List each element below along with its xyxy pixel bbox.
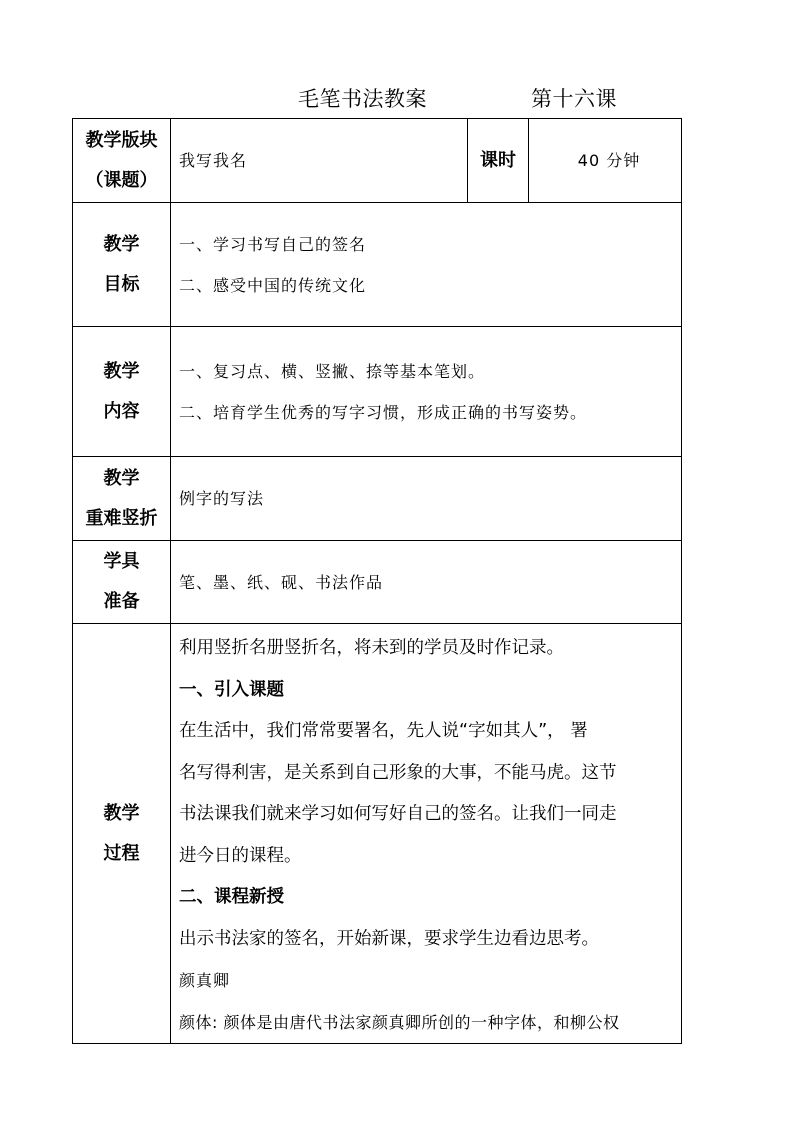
topic-label: 教学版块 （课题） — [73, 119, 171, 203]
lesson-number: 第十六课 — [531, 87, 617, 111]
goal-item: 一、学习书写自己的签名 — [179, 234, 367, 254]
page-header — [0, 84, 794, 114]
process-line: 颜体: 颜体是由唐代书法家颜真卿所创的一种字体，和柳公权 — [179, 1012, 620, 1032]
calligrapher-name: 颜真卿 — [179, 971, 231, 990]
topic-value: 我写我名 — [171, 119, 468, 203]
document-title: 毛笔书法教案 — [298, 87, 427, 111]
process-line: 书法课我们就来学习如何写好自己的签名。让我们一同走 — [179, 804, 617, 824]
materials-label: 学具 准备 — [73, 541, 171, 624]
process-heading: 一、引入课题 — [179, 679, 284, 700]
goals-label: 教学 目标 — [73, 203, 171, 327]
duration-value: 40 分钟 — [529, 119, 682, 203]
process-row — [73, 624, 682, 1044]
process-heading: 二、课程新授 — [179, 887, 284, 907]
process-line: 在生活中，我们常常要署名，先人说“字如其人”， 署 — [179, 721, 588, 741]
goals-row — [73, 203, 682, 327]
process-line: 名写得利害，是关系到自己形象的大事，不能马虎。这节 — [179, 762, 617, 783]
topic-row — [73, 119, 682, 203]
process-line: 利用竖折名册竖折名，将未到的学员及时作记录。 — [179, 638, 564, 658]
key-points-row — [73, 457, 682, 541]
content-item: 一、复习点、横、竖撇、捺等基本笔划。 — [179, 361, 486, 381]
process-content — [171, 624, 682, 1044]
key-points-label: 教学 重难竖折 — [73, 457, 171, 541]
content-label: 教学 内容 — [73, 327, 171, 457]
process-label: 教学 过程 — [73, 624, 171, 1044]
lesson-plan-table — [72, 118, 682, 1044]
goals-content — [171, 203, 682, 327]
process-line: 出示书法家的签名，开始新课，要求学生边看边思考。 — [179, 928, 599, 949]
materials-row — [73, 541, 682, 624]
content-items — [171, 327, 682, 457]
duration-label: 课时 — [468, 119, 529, 203]
key-points-value: 例字的写法 — [171, 457, 682, 541]
goal-item: 二、感受中国的传统文化 — [179, 275, 367, 295]
content-item: 二、培育学生优秀的写字习惯，形成正确的书写姿势。 — [179, 402, 588, 422]
process-line: 进今日的课程。 — [179, 845, 302, 866]
content-row — [73, 327, 682, 457]
materials-value: 笔、墨、纸、砚、书法作品 — [171, 541, 682, 624]
